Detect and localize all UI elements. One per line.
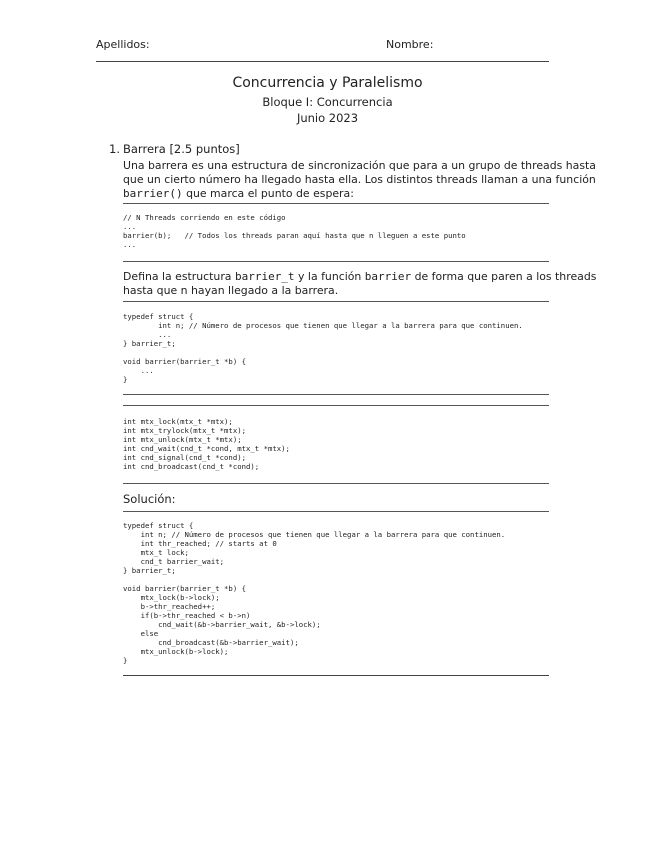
code-line: void barrier(barrier_t *b) { [123, 584, 247, 593]
code-line: } [123, 656, 128, 665]
skeleton-bottom-rule [123, 394, 549, 395]
code-line: if(b->thr_reached < b->n) [123, 611, 251, 620]
page-title: Concurrencia y Paralelismo [232, 75, 423, 91]
code-line: else [123, 629, 159, 638]
code-line: mtx_t lock; [123, 548, 189, 557]
code-line [123, 575, 505, 584]
code-line: int cnd_broadcast(cnd_t *cond); [123, 462, 260, 471]
code-line: cnd_wait(&b->barrier_wait, &b->lock); [123, 620, 321, 629]
code-line: int n; // Número de procesos que tienen que llegar a la barrera para que continuen. [123, 530, 506, 539]
code-line: ... [123, 330, 172, 339]
question-heading: Barrera [2.5 puntos] [123, 142, 240, 156]
solution-top-rule [123, 511, 549, 512]
page-date: Junio 2023 [296, 111, 359, 125]
intro-line-3 [123, 187, 354, 202]
code-line: mtx_unlock(b->lock); [123, 647, 229, 656]
name-label: Nombre: [386, 38, 434, 51]
code-line: int cnd_wait(cnd_t *cond, mtx_t *mtx); [123, 444, 290, 453]
code-line: } barrier_t; [123, 566, 176, 575]
code-line: b->thr_reached++; [123, 602, 216, 611]
code-line: int n; // Número de procesos que tienen que llegar a la barrera para que continuen. [123, 321, 523, 330]
api-code-block [123, 417, 290, 471]
skeleton-code-block [123, 312, 523, 384]
intro-line-1: Una barrera es una estructura de sincronización que para a un grupo de threads hasta [123, 159, 596, 172]
code-line: int mtx_lock(mtx_t *mtx); [123, 417, 233, 426]
code-line: int thr_reached; // starts at 0 [123, 539, 277, 548]
task-line-1 [123, 270, 596, 285]
code-line: void barrier(barrier_t *b) { [123, 357, 247, 366]
intro-inline-code: barrier() [123, 187, 183, 200]
intro-line-2: que un cierto número ha llegado hasta ella. Los distintos threads llaman a una función [123, 173, 596, 186]
solution-bottom-rule [123, 675, 549, 676]
code-line: typedef struct { [123, 312, 194, 321]
code-line: ... [123, 222, 137, 231]
code-line: cnd_t barrier_wait; [123, 557, 225, 566]
code-line: int mtx_trylock(mtx_t *mtx); [123, 426, 247, 435]
intro-tail: que marca el punto de espera: [182, 187, 354, 200]
code-line [123, 348, 523, 357]
task-text-3: de forma que paren a los threads [411, 270, 597, 283]
code-line: typedef struct { [123, 521, 194, 530]
task-text-2: y la función [294, 270, 365, 283]
api-top-rule [123, 405, 549, 406]
example-bottom-rule [123, 261, 549, 262]
code-line: ... [123, 240, 137, 249]
task-inline-code-2: barrier [364, 270, 412, 283]
task-text-1: Defina la estructura [123, 270, 235, 283]
code-line: } barrier_t; [123, 339, 176, 348]
example-code-block [123, 213, 466, 249]
code-line: cnd_broadcast(&b->barrier_wait); [123, 638, 299, 647]
example-top-rule [123, 203, 549, 204]
code-line: mtx_lock(b->lock); [123, 593, 220, 602]
code-line: ... [123, 366, 154, 375]
solution-code-block [123, 521, 505, 665]
api-bottom-rule [123, 483, 549, 484]
surname-label: Apellidos: [96, 38, 150, 51]
solution-label: Solución: [123, 492, 176, 506]
question-number: 1. [109, 142, 120, 156]
code-line: // N Threads corriendo en este código [123, 213, 286, 222]
task-line-2: hasta que n hayan llegado a la barrera. [123, 284, 339, 297]
code-line: } [123, 375, 128, 384]
task-bottom-rule [123, 301, 549, 302]
header-divider [96, 61, 549, 62]
code-line: int cnd_signal(cnd_t *cond); [123, 453, 247, 462]
code-line: int mtx_unlock(mtx_t *mtx); [123, 435, 242, 444]
task-inline-code-1: barrier_t [234, 270, 295, 283]
page-subtitle: Bloque I: Concurrencia [262, 95, 393, 109]
code-line: barrier(b); // Todos los threads paran aquí hasta que n lleguen a este punto [123, 231, 466, 240]
